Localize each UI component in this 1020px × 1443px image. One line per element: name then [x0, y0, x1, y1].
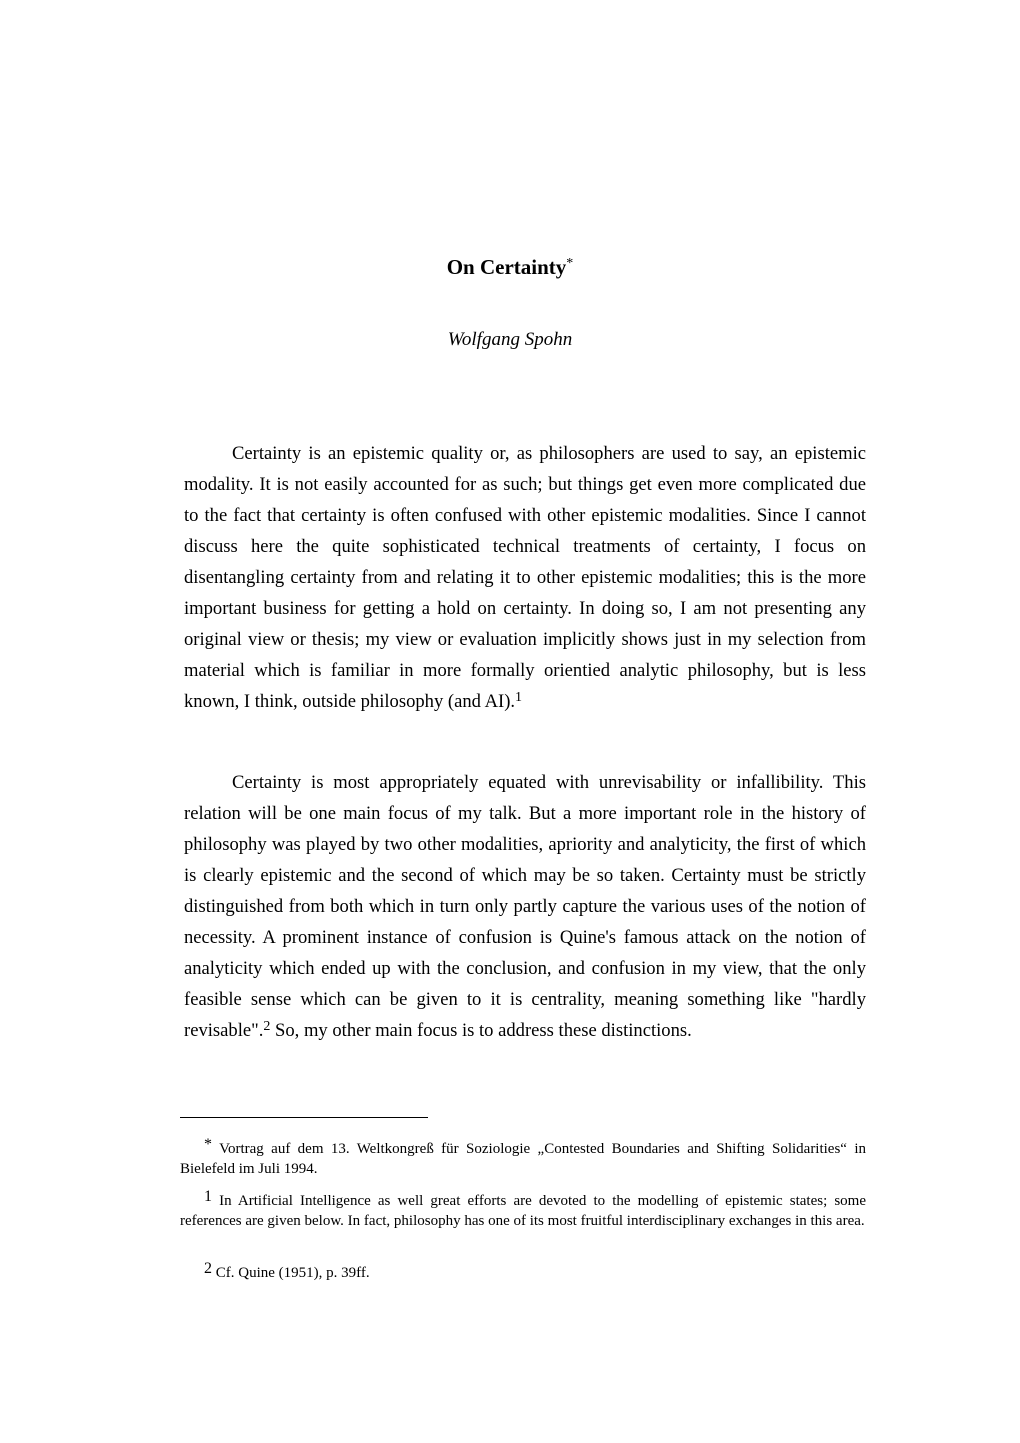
- page-title: [0, 252, 1020, 282]
- footnote-ref-1[interactable]: 1: [515, 690, 523, 705]
- paragraph-2-text-before: Certainty is most appropriately equated with unrevisability or infallibility. This relation will be one main focus of my talk. But a more important role in the history of philosophy was played by two other modalities, apriority and analyticity, the first of which is clearly epistemic and the second of which may be so taken. Certainty must be strictly distinguished from both which in turn only partly capture the various uses of the notion of necessity. A prominent instance of confusion is Quine's famous attack on the notion of analyticity which ended up with the conclusion, and confusion in my view, that the only feasible sense which can be given to it is centrality, meaning something like "hardly revisable".: [184, 772, 866, 1041]
- footnote-separator: [180, 1117, 428, 1118]
- footnote-star-text: Vortrag auf dem 13. Weltkongreß für Soziologie „Contested Boundaries and Shifting Solidarities“ in Bielefeld im Juli 1994.: [180, 1141, 866, 1177]
- footnote-ref-2[interactable]: 2: [263, 1019, 271, 1034]
- footnote-star-mark: *: [204, 1136, 212, 1153]
- footnote-1-mark: 1: [204, 1188, 212, 1205]
- footnote-1-text: In Artificial Intelligence as well great efforts are devoted to the modelling of epistemic states; some references are given below. In fact, philosophy has one of its most fruitful interdisciplinary exchanges in this area.: [180, 1193, 867, 1229]
- paragraph-1-text: Certainty is an epistemic quality or, as philosophers are used to say, an epistemic modality. It is not easily accounted for as such; but things get even more complicated due to the fact that certainty is often confused with other epistemic modalities. Since I cannot discuss here the quite sophisticated technical treatments of certainty, I focus on disentangling certainty from and relating it to other epistemic modalities; this is the more important business for getting a hold on certainty. In doing so, I am not presenting any original view or thesis; my view or evaluation implicitly shows just in my selection from material which is familiar in more formally orientied analytic philosophy, but is less known, I think, outside philosophy (and AI).: [184, 443, 866, 712]
- footnote-star: [180, 1136, 866, 1179]
- paragraph-1: [184, 438, 866, 717]
- footnote-1: [180, 1188, 867, 1231]
- title-footnote-marker[interactable]: *: [566, 256, 574, 271]
- author-name: Wolfgang Spohn: [447, 329, 573, 350]
- footnote-2-mark: 2: [204, 1260, 212, 1277]
- title-text: On Certainty: [446, 255, 567, 279]
- footnote-2: [180, 1260, 866, 1284]
- footnote-2-text: Cf. Quine (1951), p. 39ff.: [215, 1265, 370, 1281]
- paragraph-2-text-after: So, my other main focus is to address these distinctions.: [270, 1020, 692, 1041]
- paragraph-2: [184, 767, 866, 1046]
